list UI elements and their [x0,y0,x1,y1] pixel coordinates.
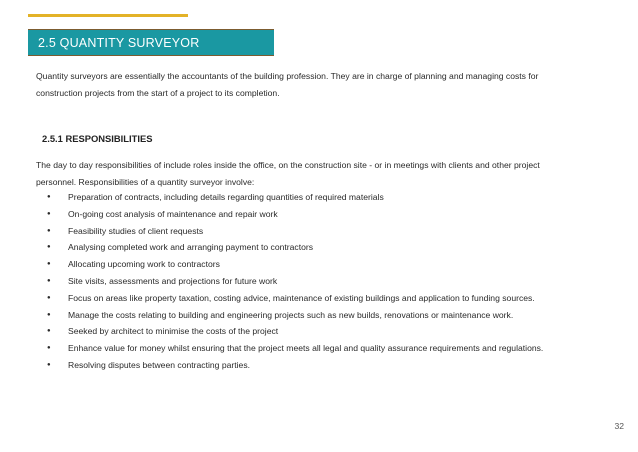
list-item-text: Resolving disputes between contracting parties. [68,359,251,370]
list-item-text: On-going cost analysis of maintenance and repair work [68,208,278,219]
list-item [36,206,596,223]
bullet-icon: ● [47,328,51,335]
responsibilities-list [36,189,596,374]
bullet-icon: ● [47,261,51,268]
subsection-title: 2.5.1 RESPONSIBILITIES [42,133,153,144]
section-title: 2.5 QUANTITY SURVEYOR [38,36,200,50]
top-accent-rule [28,14,188,17]
bullet-icon: ● [47,227,51,234]
list-item-text: Allocating upcoming work to contractors [68,259,220,270]
list-item-text: Focus on areas like property taxation, costing advice, maintenance of existing buildings and application to funding sources. [68,292,535,303]
list-item-text: Manage the costs relating to building and engineering projects such as new builds, renovations or maintenance work. [68,309,514,320]
list-item-text: Analysing completed work and arranging payment to contractors [68,242,314,253]
page-number: 32 [614,421,624,431]
bullet-icon: ● [47,277,51,284]
bullet-icon: ● [47,361,51,368]
list-item [36,307,596,324]
list-item-text: Seeked by architect to minimise the costs of the project [68,326,279,337]
list-item [36,340,596,357]
list-item [36,323,596,340]
list-item-text: Preparation of contracts, including details regarding quantities of required materials [68,192,384,202]
section-banner [28,29,274,56]
list-item-text: Feasibility studies of client requests [68,225,204,236]
list-item-text: Enhance value for money whilst ensuring that the project meets all legal and quality assurance requirements and regulations. [68,343,544,354]
list-item [36,256,596,273]
intro-paragraph: Quantity surveyors are essentially the accountants of the building profession. They are in charge of planning and managing costs for construction projects from the start of a project to its completion. [36,71,539,98]
list-item [36,223,596,240]
lead-paragraph: The day to day responsibilities of include roles inside the office, on the construction site - or in meetings with clients and other project personnel. Responsibilities of a quantity surveyor involve: [36,160,540,187]
bullet-icon: ● [47,294,51,301]
list-item [36,290,596,307]
list-item [36,239,596,256]
bullet-icon: ● [47,345,51,352]
list-item [36,357,596,374]
list-item [36,189,596,206]
list-item-text: Site visits, assessments and projections for future work [68,275,278,286]
bullet-icon: ● [47,194,51,200]
bullet-icon: ● [47,244,51,251]
list-item [36,273,596,290]
bullet-icon: ● [47,311,51,318]
bullet-icon: ● [47,210,51,217]
